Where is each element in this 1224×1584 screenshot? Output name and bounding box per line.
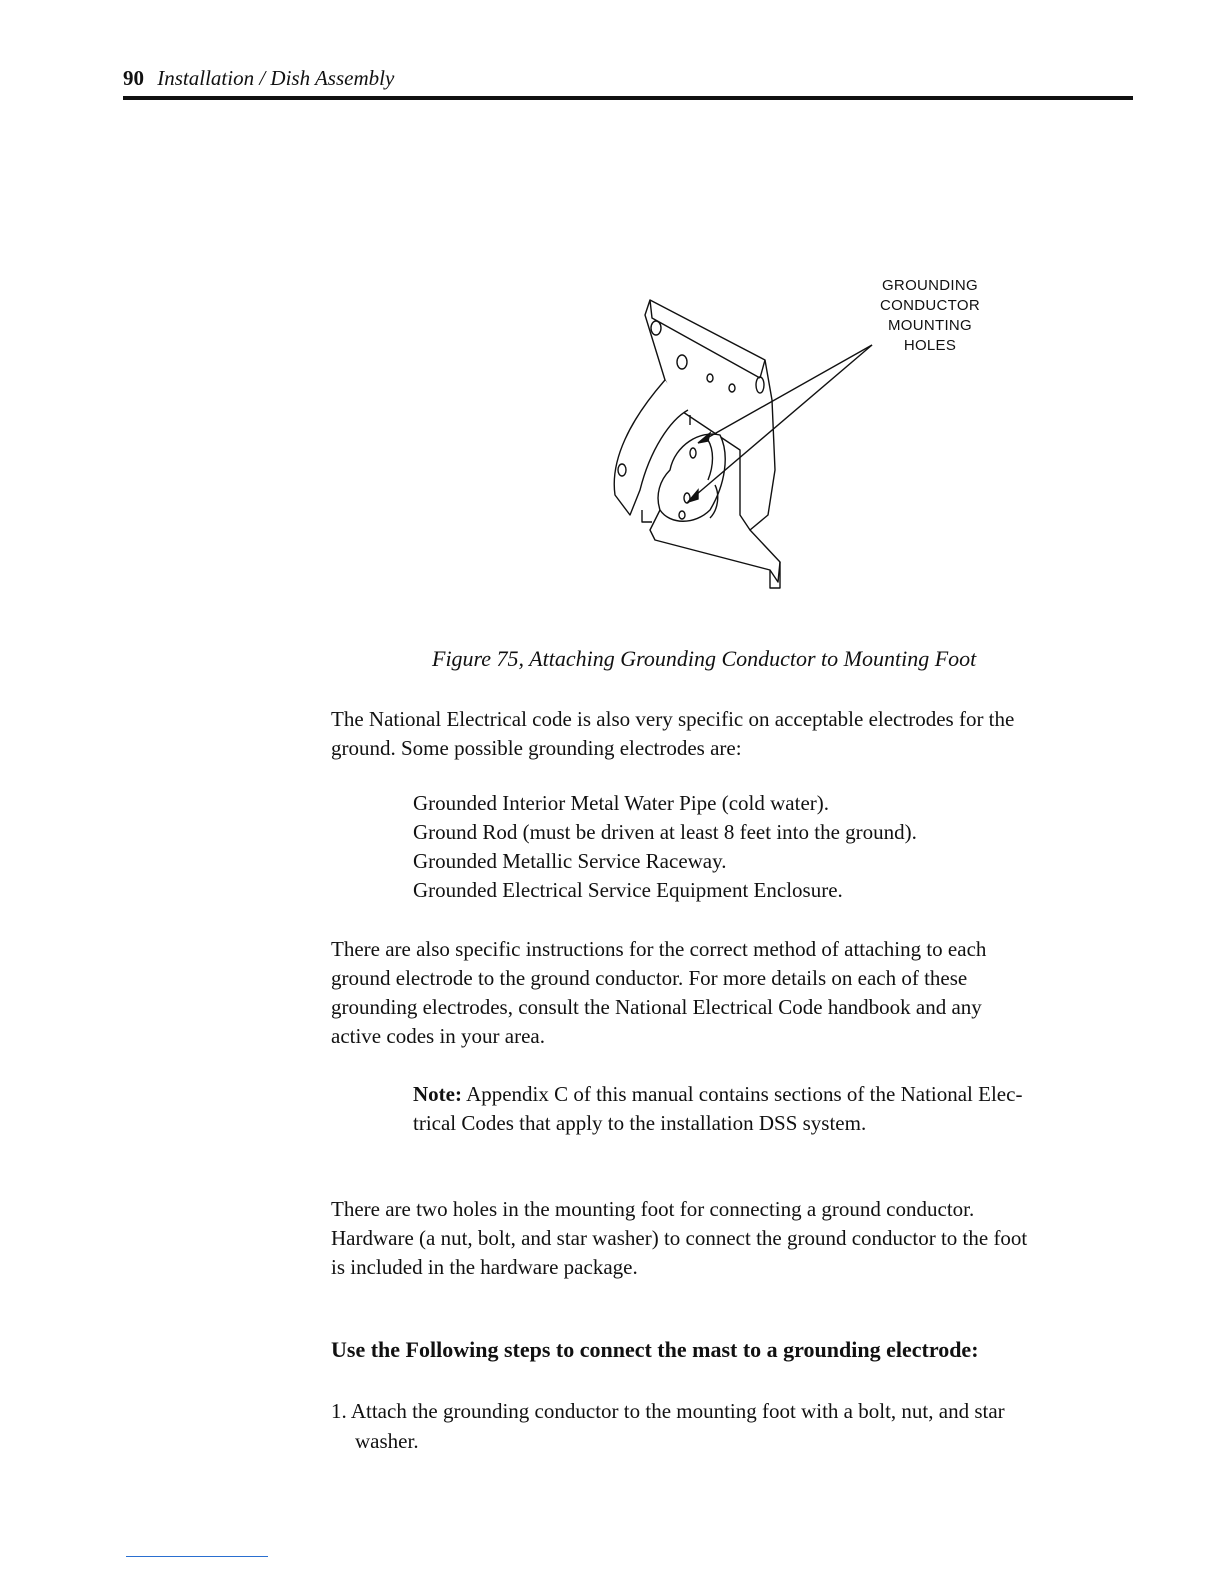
header-rule <box>123 96 1133 100</box>
section-title: Installation / Dish Assembly <box>157 66 395 90</box>
callout-line: HOLES <box>903 337 957 354</box>
paragraph-line: There are also specific instructions for the correct method of attaching to each <box>331 937 987 961</box>
paragraph-line: grounding electrodes, consult the National Electrical Code handbook and any <box>331 995 982 1019</box>
list-item: Grounded Interior Metal Water Pipe (cold water). <box>413 791 830 815</box>
list-item: Grounded Metallic Service Raceway. <box>413 849 727 873</box>
callout-label <box>870 276 990 356</box>
paragraph-line: is included in the hardware package. <box>331 1255 638 1279</box>
footer-line <box>126 1556 268 1557</box>
intro-paragraph <box>331 705 1136 763</box>
paragraph-line: ground electrode to the ground conductor. For more details on each of these <box>331 966 968 990</box>
paragraph-line: The National Electrical code is also very specific on acceptable electrodes for the <box>331 707 1015 731</box>
note-block <box>413 1080 1022 1138</box>
instructions-paragraph <box>331 935 1136 1051</box>
paragraph-line: active codes in your area. <box>331 1024 545 1048</box>
callout-line: GROUNDING <box>881 277 979 294</box>
figure-mounting-foot <box>590 270 1010 600</box>
note-text: trical Codes that apply to the installation DSS system. <box>413 1111 867 1135</box>
callout-line: CONDUCTOR <box>880 297 980 314</box>
figure-caption: Figure 75, Attaching Grounding Conductor to Mounting Foot <box>432 646 977 671</box>
list-item: Ground Rod (must be driven at least 8 feet into the ground). <box>413 820 917 844</box>
note-label: Note: <box>413 1082 462 1106</box>
step-text: Attach the grounding conductor to the mounting foot with a bolt, nut, and star <box>350 1399 1005 1423</box>
paragraph-line: ground. Some possible grounding electrodes are: <box>331 736 742 760</box>
electrode-list <box>413 789 917 905</box>
step-item <box>331 1396 1005 1456</box>
step-text: washer. <box>355 1429 419 1453</box>
page-number: 90 <box>123 66 144 90</box>
paragraph-line: There are two holes in the mounting foot for connecting a ground conductor. <box>331 1197 975 1221</box>
step-number: 1. <box>331 1399 347 1423</box>
callout-line: MOUNTING <box>887 317 973 334</box>
page-header <box>123 64 1133 92</box>
note-text: Appendix C of this manual contains sections of the National Elec- <box>461 1082 1023 1106</box>
steps-heading: Use the Following steps to connect the mast to a grounding electrode: <box>331 1337 979 1362</box>
list-item: Grounded Electrical Service Equipment Enclosure. <box>413 878 843 902</box>
paragraph-line: Hardware (a nut, bolt, and star washer) to connect the ground conductor to the foot <box>331 1226 1028 1250</box>
holes-paragraph <box>331 1195 1136 1282</box>
